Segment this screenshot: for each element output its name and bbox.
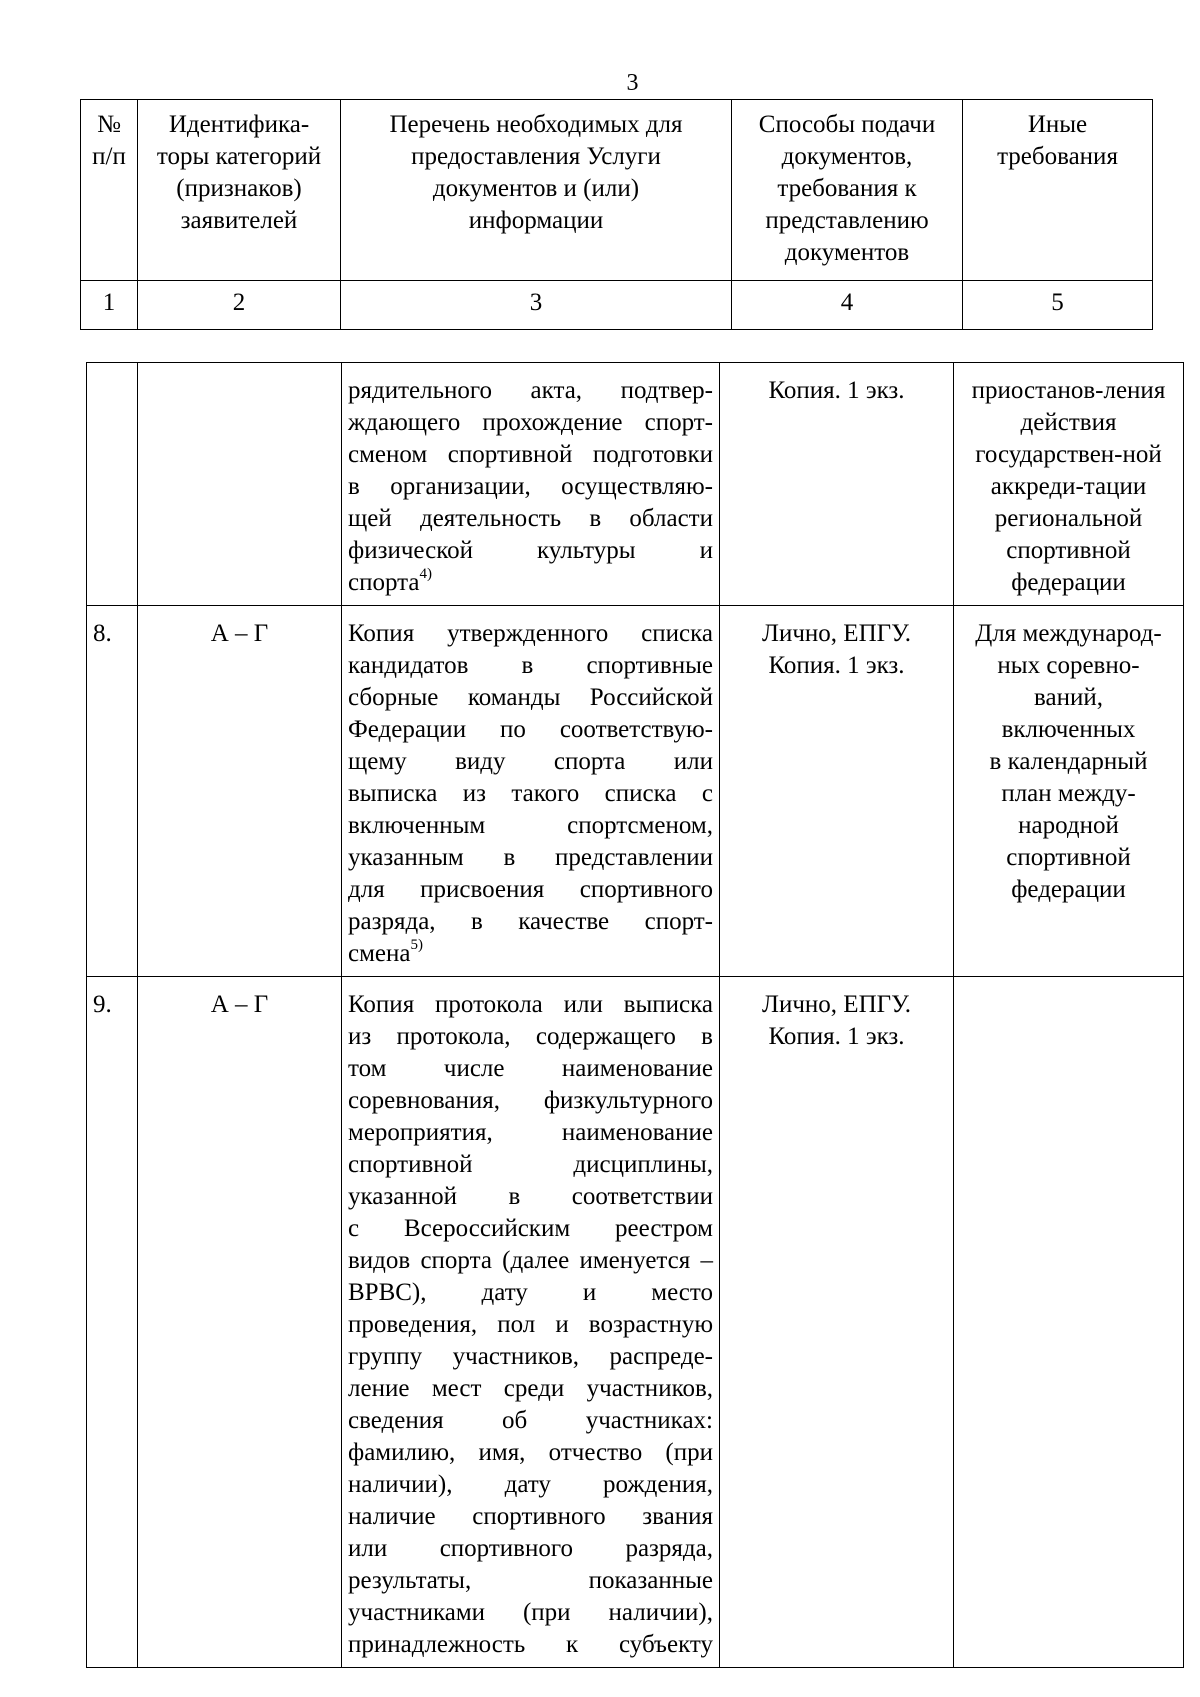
document-text-line: из протокола, содержащего в	[348, 1023, 713, 1050]
document-text-line: соревнования, физкультурного	[348, 1087, 713, 1114]
document-text-line: проведения, пол и возрастную	[348, 1311, 713, 1338]
document-text-line: сведения об участниках:	[348, 1407, 713, 1434]
document-text-line	[348, 567, 713, 599]
column-number: 3	[341, 281, 732, 330]
document-text-line: рядительного акта, подтвер-	[348, 377, 713, 404]
table-row	[87, 606, 1184, 977]
document-text-line: кандидатов в спортивные	[348, 652, 713, 679]
document-text-line: видов спорта (далее именуется –	[348, 1247, 713, 1274]
submission-method: Копия. 1 экз.	[720, 363, 954, 606]
document-text-line: разряда, в качестве спорт-	[348, 908, 713, 935]
header-row	[81, 100, 1153, 281]
document-text-last: спорта	[348, 569, 420, 596]
document-text-line: наличие спортивного звания	[348, 1503, 713, 1530]
row-number: 8.	[87, 606, 138, 977]
submission-method: Лично, ЕПГУ. Копия. 1 экз.	[720, 977, 954, 1668]
other-requirements	[954, 977, 1184, 1668]
document-text-line: щей деятельность в области	[348, 505, 713, 532]
row-number	[87, 363, 138, 606]
document-text-line: указанной в соответствии	[348, 1183, 713, 1210]
body-table	[86, 362, 1184, 1668]
document-text-line: группу участников, распреде-	[348, 1343, 713, 1370]
document-text-line: включенным спортсменом,	[348, 812, 713, 839]
page-number: 3	[626, 70, 639, 96]
required-documents	[342, 363, 720, 606]
document-text-line: ВРВС), дату и место	[348, 1279, 713, 1306]
header-table	[80, 99, 1153, 330]
document-text-line: спортивной дисциплины,	[348, 1151, 713, 1178]
column-number: 4	[732, 281, 963, 330]
column-number: 1	[81, 281, 138, 330]
document-text-line: результаты, показанные	[348, 1567, 713, 1594]
applicant-identifier: А – Г	[138, 977, 342, 1668]
column-number-row	[81, 281, 1153, 330]
document-text-line: в организации, осуществляю-	[348, 473, 713, 500]
document-text-line: выписка из такого списка с	[348, 780, 713, 807]
row-number: 9.	[87, 977, 138, 1668]
document-text-line: указанным в представлении	[348, 844, 713, 871]
document-text-line: Копия протокола или выписка	[348, 991, 713, 1018]
other-requirements: приостанов-ления действия государствен-ной аккреди-тации региональной спортивной федерации	[954, 363, 1184, 606]
document-text-last: смена	[348, 940, 411, 967]
document-text-line: для присвоения спортивного	[348, 876, 713, 903]
document-text-line: или спортивного разряда,	[348, 1535, 713, 1562]
document-text-line: с Всероссийским реестром	[348, 1215, 713, 1242]
document-text-line: сборные команды Российской	[348, 684, 713, 711]
document-text-line: фамилию, имя, отчество (при	[348, 1439, 713, 1466]
table-row	[87, 363, 1184, 606]
document-text-line: участниками (при наличии),	[348, 1599, 713, 1626]
document-text-line: мероприятия, наименование	[348, 1119, 713, 1146]
other-requirements: Для международ- ных соревно- ваний, включенных в календарный план между- народной спортивной федерации	[954, 606, 1184, 977]
document-text-line: Копия утвержденного списка	[348, 620, 713, 647]
document-text-line: ление мест среди участников,	[348, 1375, 713, 1402]
required-documents	[342, 977, 720, 1668]
document-text-line: щему виду спорта или	[348, 748, 713, 775]
footnote-marker: 4)	[419, 565, 432, 582]
header-col-number: № п/п	[81, 100, 138, 281]
document-text-line: ждающего прохождение спорт-	[348, 409, 713, 436]
document-text-line: сменом спортивной подготовки	[348, 441, 713, 468]
header-col-submission: Способы подачи документов, требования к представлению документов	[732, 100, 963, 281]
applicant-identifier: А – Г	[138, 606, 342, 977]
table-row	[87, 977, 1184, 1668]
document-text-line: наличии), дату рождения,	[348, 1471, 713, 1498]
submission-method: Лично, ЕПГУ. Копия. 1 экз.	[720, 606, 954, 977]
document-text-line: физической культуры и	[348, 537, 713, 564]
header-col-identifiers: Идентифика- торы категорий (признаков) заявителей	[138, 100, 341, 281]
header-col-documents: Перечень необходимых для предоставления Услуги документов и (или) информации	[341, 100, 732, 281]
column-number: 2	[138, 281, 341, 330]
document-text-line: принадлежность к субъекту	[348, 1631, 713, 1658]
document-text-line: Федерации по соответствую-	[348, 716, 713, 743]
document-text-line: том числе наименование	[348, 1055, 713, 1082]
document-text-line	[348, 938, 713, 970]
header-col-other: Иные требования	[963, 100, 1153, 281]
required-documents	[342, 606, 720, 977]
footnote-marker: 5)	[410, 936, 423, 953]
column-number: 5	[963, 281, 1153, 330]
applicant-identifier	[138, 363, 342, 606]
